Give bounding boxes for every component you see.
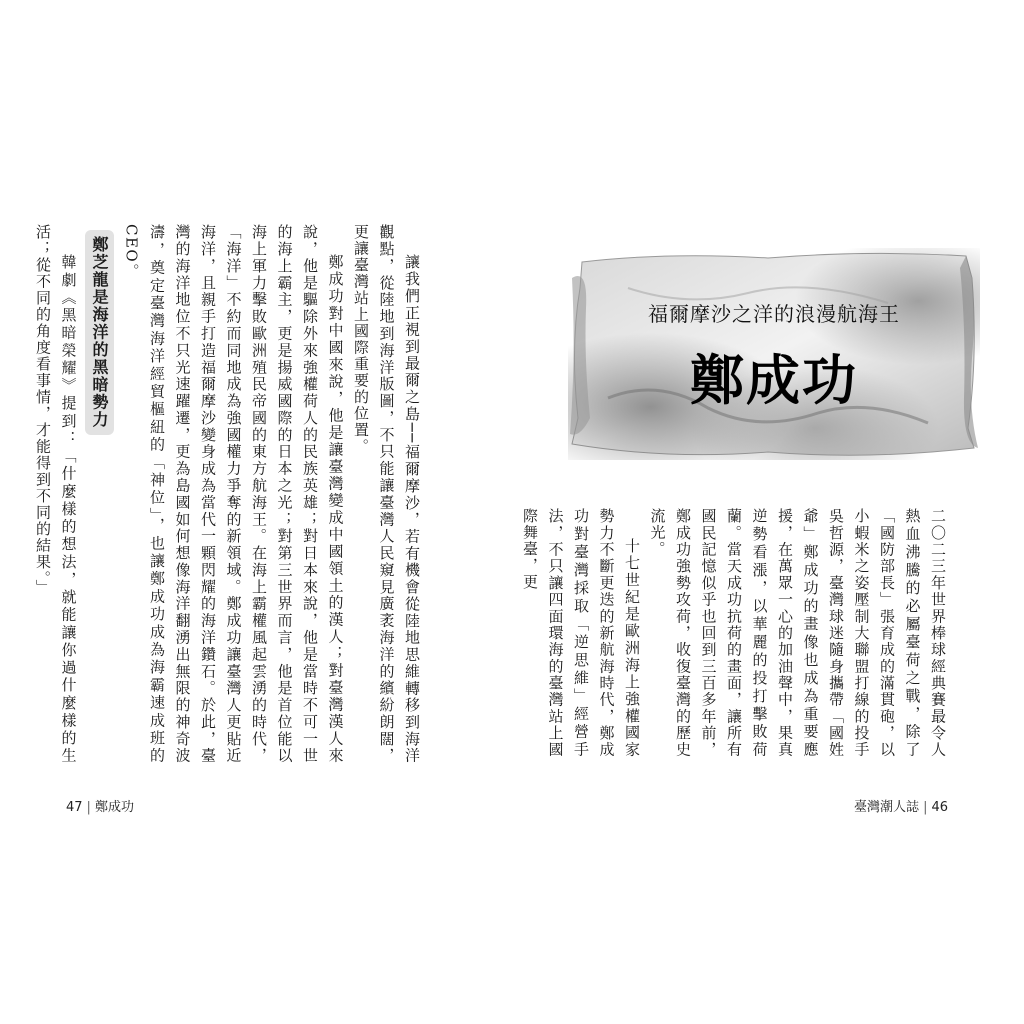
folio-left: 47 | 鄭成功: [66, 800, 134, 815]
right-body-text: [521, 508, 950, 758]
page-number: 47: [66, 800, 83, 815]
running-title: 鄭成功: [94, 800, 134, 815]
running-title: 臺灣潮人誌: [854, 800, 920, 815]
paragraph: 讓我們正視到最爾之島──福爾摩沙，若有機會從陸地思維轉移到海洋觀點，從陸地到海洋版圖，不只能讓臺灣人民窺見廣袤海洋的繽紛朗闊，更讓臺灣站上國際重要的位置。: [352, 224, 421, 764]
subheading: 鄭芝龍是海洋的黑暗勢力: [85, 230, 115, 435]
paragraph: 二〇二三年世界棒球經典賽最令人熱血沸騰的必屬臺荷之戰，除了「國防部長」張育成的滿貫砲，以小蝦米之姿壓制大聯盟打線的投手吳哲源，臺灣球迷隨身攜帶「國姓爺」鄭成功的畫像也成為重要應援，在萬眾一心的加油聲中，果真逆勢看漲，以華麗的投打擊敗荷蘭。當天成功抗荷的畫面，讓所有國民記憶似乎也回到三百多年前，鄭成功強勢攻荷，收復臺灣的歷史流光。: [648, 508, 947, 758]
banner-subtitle: 福爾摩沙之洋的浪漫航海王: [648, 302, 900, 326]
page-number: 46: [931, 800, 948, 815]
paragraph: 韓劇《黑暗榮耀》提到：「什麼樣的想法，就能讓你過什麼樣的生活；從不同的角度看事情，才能得到不同的結果。」: [34, 224, 78, 764]
left-body-text: [34, 224, 424, 764]
paragraph: 鄭成功對中國來說，他是讓臺灣變成中國領土的漢人；對臺灣漢人來說，他是驅除外來強權荷人的民族英雄；對日本來說，他是當時不可一世的海上霸主，更是揚威國際的日本之光；對第三世界而言，他是首位能以海上軍力擊敗歐洲殖民帝國的東方航海王。在海上霸權風起雲湧的時代，「海洋」不約而同地成為強國權力爭奪的新領域。鄭成功讓臺灣人更貼近海洋，且親手打造福爾摩沙變身成為當代一顆閃耀的海洋鑽石。於此，臺灣的海洋地位不只光速躍遷，更為島國如何想像海洋翻湧出無限的神奇波濤，奠定臺灣海洋經貿樞紐的「神位」，也讓鄭成功成為海霸速成班的CEO。: [122, 224, 345, 764]
folio-right: 臺灣潮人誌 | 46: [854, 800, 948, 815]
banner-title: 鄭成功: [690, 349, 858, 412]
paragraph: 十七世紀是歐洲海上強權國家勢力不斷更迭的新航海時代，鄭成功對臺灣採取「逆思維」經營手法，不只讓四面環海的臺灣站上國際舞臺，更: [521, 508, 641, 758]
